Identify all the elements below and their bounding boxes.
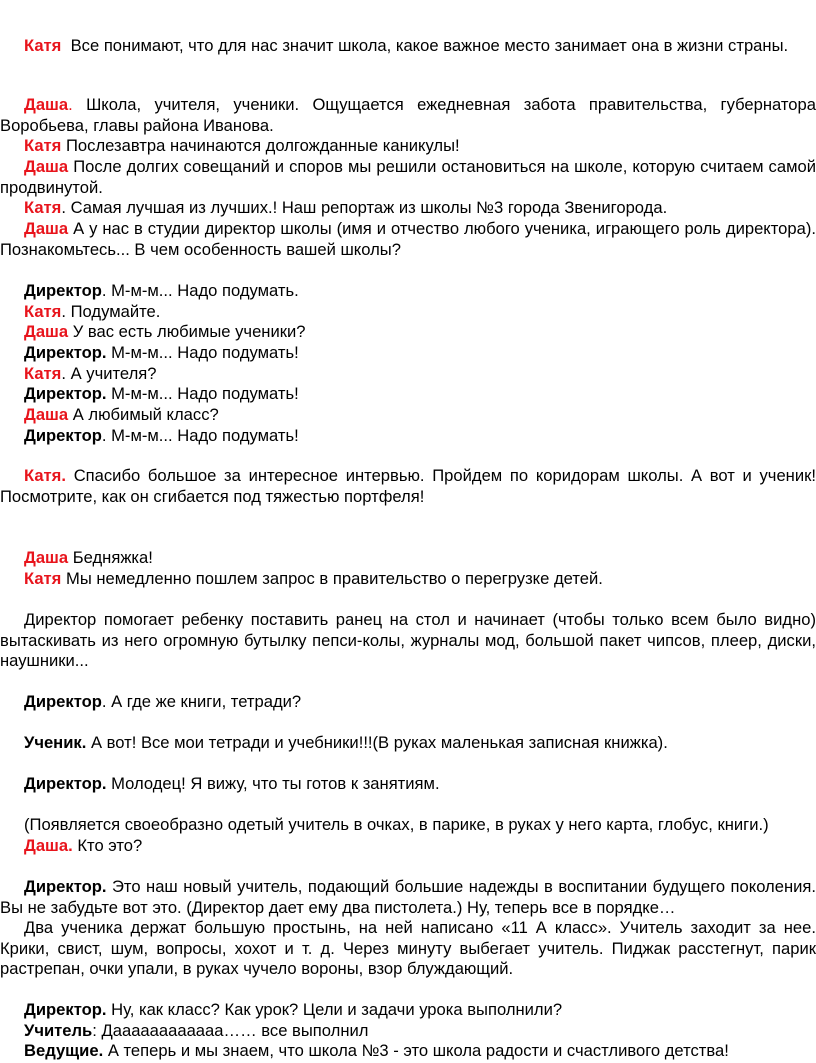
line-text: А теперь и мы знаем, что школа №3 - это школа радости и счастливого детства! bbox=[107, 1041, 729, 1060]
speaker-director: Директор. bbox=[24, 774, 107, 793]
line-4 bbox=[0, 157, 816, 198]
speaker-dasha: Даша bbox=[24, 95, 69, 114]
line-9 bbox=[0, 322, 816, 343]
line-1 bbox=[0, 36, 816, 57]
line-2: Даша. Школа, учителя, ученики. Ощущается ежедневная забота правительства, губернатора Воробьева, главы района Иванова. bbox=[0, 95, 816, 135]
line-text: Самая лучшая из лучших.! Наш репортаж из школы №3 города Звенигорода. bbox=[70, 198, 668, 217]
line-20 bbox=[0, 733, 816, 754]
line-text: М-м-м... Надо подумать! bbox=[111, 343, 299, 362]
line-11: Катя. А учителя? bbox=[24, 364, 157, 383]
line-13 bbox=[0, 405, 816, 426]
line-18 bbox=[0, 610, 816, 672]
line-text: У вас есть любимые ученики? bbox=[72, 322, 306, 341]
line-5: Катя. Самая лучшая из лучших.! Наш репортаж из школы №3 города Звенигорода. bbox=[24, 198, 668, 217]
line-text: Подумайте. bbox=[70, 302, 161, 321]
line-6 bbox=[0, 219, 816, 260]
line-text: Даааааааааааа…… все выполнил bbox=[101, 1021, 369, 1040]
speaker-katya: Катя bbox=[24, 198, 62, 217]
line-8: Катя. Подумайте. bbox=[24, 302, 161, 321]
line-text: Спасибо большое за интересное интервью. Пройдем по коридорам школы. А вот и ученик! Посмотрите, как он сгибается под тяжестью портфеля! bbox=[0, 466, 816, 506]
line-text: М-м-м... Надо подумать! bbox=[111, 384, 299, 403]
line-17 bbox=[0, 569, 816, 590]
line-text: А у нас в студии директор школы (имя и отчество любого ученика, играющего роль директора). Познакомьтесь... В чем особенность вашей школы? bbox=[0, 219, 816, 259]
speaker-katya: Катя bbox=[24, 364, 62, 383]
line-text: М-м-м... Надо подумать. bbox=[111, 281, 299, 300]
line-15 bbox=[0, 466, 816, 507]
speaker-director: Директор bbox=[24, 281, 102, 300]
line-text: Мы немедленно пошлем запрос в правительство о перегрузке детей. bbox=[66, 569, 603, 588]
speaker-director: Директор. bbox=[24, 877, 107, 896]
line-text: А любимый класс? bbox=[72, 405, 219, 424]
line-text: Это наш новый учитель, подающий большие надежды в воспитании будущего поколения. Вы не забудьте вот это. (Директор дает ему два пистолета.) Ну, теперь все в порядке… bbox=[0, 877, 816, 917]
line-text: Все понимают, что для нас значит школа, какое важное место занимает она в жизни страны. bbox=[70, 36, 789, 55]
line-23 bbox=[0, 836, 816, 857]
line-10 bbox=[0, 343, 816, 364]
line-21 bbox=[0, 774, 816, 795]
line-text: М-м-м... Надо подумать! bbox=[111, 426, 299, 445]
line-text: Послезавтра начинаются долгожданные каникулы! bbox=[66, 136, 460, 155]
speaker-teacher: Учитель bbox=[24, 1021, 93, 1040]
line-27: Учитель: Даааааааааааа…… все выполнил bbox=[24, 1021, 369, 1040]
speaker-student: Ученик. bbox=[24, 733, 87, 752]
stage-direction: (Появляется своеобразно одетый учитель в очках, в парике, в руках у него карта, глобус, книги.) bbox=[24, 815, 769, 834]
line-text: Молодец! Я вижу, что ты готов к занятиям. bbox=[111, 774, 440, 793]
line-text: А учителя? bbox=[70, 364, 157, 383]
line-25 bbox=[0, 918, 816, 980]
line-28 bbox=[0, 1041, 816, 1062]
speaker-hosts: Ведущие. bbox=[24, 1041, 104, 1060]
line-19: Директор. А где же книги, тетради? bbox=[24, 692, 302, 711]
line-14: Директор. М-м-м... Надо подумать! bbox=[24, 426, 299, 445]
line-3 bbox=[0, 136, 816, 157]
speaker-dasha: Даша bbox=[24, 548, 69, 567]
speaker-director: Директор bbox=[24, 426, 102, 445]
line-text: Кто это? bbox=[77, 836, 143, 855]
speaker-dasha: Даша bbox=[24, 157, 69, 176]
speaker-dasha: Даша bbox=[24, 219, 69, 238]
speaker-katya: Катя bbox=[24, 136, 62, 155]
speaker-director: Директор. bbox=[24, 384, 107, 403]
stage-direction: Директор помогает ребенку поставить ранец на стол и начинает (чтобы только всем было видно) вытаскивать из него огромную бутылку пепси-колы, журналы мод, большой пакет чипсов, плеер, диски, наушники... bbox=[0, 610, 816, 670]
speaker-dasha: Даша bbox=[24, 322, 69, 341]
line-22 bbox=[0, 815, 816, 836]
line-text: Школа, учителя, ученики. Ощущается ежедневная забота правительства, губернатора Воробьева, главы района Иванова. bbox=[0, 95, 816, 135]
speaker-director: Директор. bbox=[24, 1000, 107, 1019]
line-text: Ну, как класс? Как урок? Цели и задачи урока выполнили? bbox=[111, 1000, 563, 1019]
speaker-director: Директор bbox=[24, 692, 102, 711]
line-16 bbox=[0, 548, 816, 569]
speaker-dasha: Даша. bbox=[24, 836, 73, 855]
speaker-katya: Катя bbox=[24, 36, 62, 55]
line-26 bbox=[0, 1000, 816, 1021]
speaker-katya: Катя. bbox=[24, 466, 66, 485]
line-text: После долгих совещаний и споров мы решили остановиться на школе, которую считаем самой продвинутой. bbox=[0, 157, 816, 197]
line-text: А где же книги, тетради? bbox=[111, 692, 302, 711]
line-text: Бедняжка! bbox=[72, 548, 153, 567]
stage-direction: Два ученика держат большую простынь, на ней написано «11 А класс». Учитель заходит за нее. Крики, свист, шум, вопросы, хохот и т. д. Через минуту выбегает учитель. Пиджак расстегнут, парик растрепан, очки упали, в руках чучело вороны, взор блуждающий. bbox=[0, 918, 816, 978]
line-7: Директор. М-м-м... Надо подумать. bbox=[24, 281, 299, 300]
speaker-dasha: Даша bbox=[24, 405, 69, 424]
speaker-katya: Катя bbox=[24, 302, 62, 321]
speaker-director: Директор. bbox=[24, 343, 107, 362]
line-12 bbox=[0, 384, 816, 405]
line-24 bbox=[0, 877, 816, 918]
speaker-katya: Катя bbox=[24, 569, 62, 588]
line-text: А вот! Все мои тетради и учебники!!!(В руках маленькая записная книжка). bbox=[90, 733, 668, 752]
